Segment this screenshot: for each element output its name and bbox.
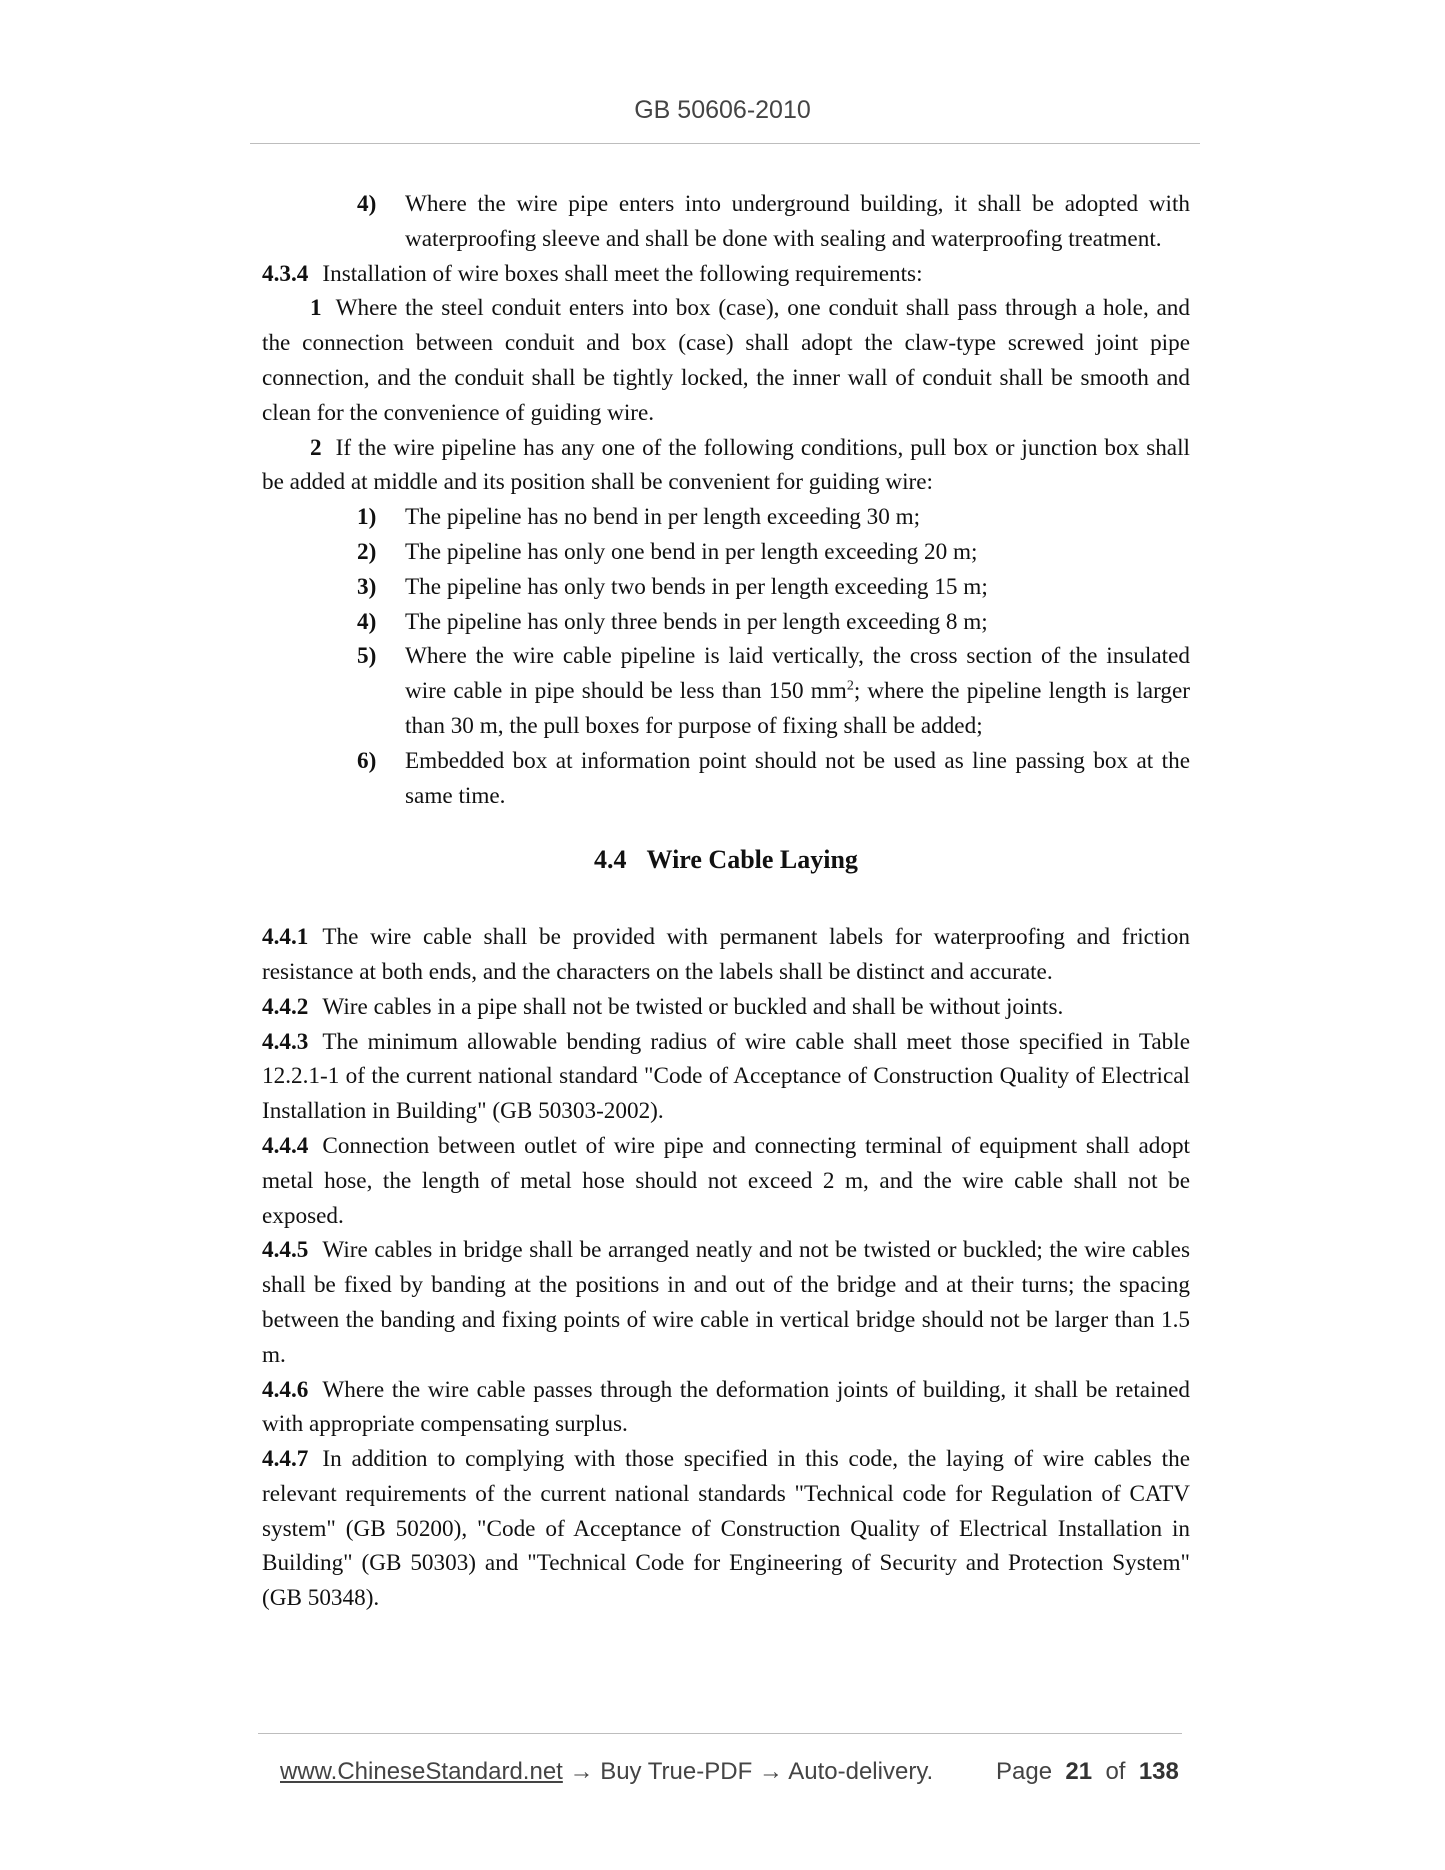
delivery-text: Auto-delivery. [788,1758,934,1785]
clause [262,990,1190,1025]
clause-text: The minimum allowable bending radius of wire cable shall meet those specified in Table 12.2.1-1 of the current national standard "Code of Acceptance of Construction Quality of Electrical Installation in Building" (GB 50303-2002). [262,1028,1190,1125]
clause-number: 4.4.1 [262,924,309,951]
buy-text: Buy True-PDF [600,1758,753,1785]
page-header: GB 50606-2010 [634,96,811,124]
clause [262,1373,1190,1443]
site-link[interactable]: www.ChineseStandard.net [280,1758,563,1785]
sub-item-text-b: ; where the pipeline length is larger than 30 m, the pull boxes for purpose of fixing shall be added; [405,678,1190,739]
sub-item [262,500,1190,535]
arrow-right-icon: → [758,1758,783,1785]
clause-text: Wire cables in a pipe shall not be twisted or buckled and shall be without joints. [322,993,1064,1020]
arrow-right-icon: → [569,1758,594,1785]
clause-text: Installation of wire boxes shall meet the following requirements: [322,260,923,287]
clause-text: Where the wire cable passes through the deformation joints of building, it shall be retained with appropriate compensating surplus. [262,1376,1190,1438]
sub-item-number: 3) [357,573,377,600]
page-body [262,187,1190,1616]
header-divider [250,143,1200,144]
clause-number: 4.4.2 [262,993,309,1020]
list-item-2 [262,431,1190,501]
page-number: 21 [1065,1758,1093,1785]
clause-number: 4.4.3 [262,1028,309,1055]
superscript: 2 [846,678,854,694]
sub-item-text: The pipeline has no bend in per length exceeding 30 m; [405,504,921,531]
footer-divider [258,1733,1182,1734]
item-text: Where the steel conduit enters into box (case), one conduit shall pass through a hole, and the connection between conduit and box (case) shall adopt the claw-type screwed joint pipe connection, and the conduit shall be tightly locked, the inner wall of conduit shall be smooth and clean for the convenience of guiding wire. [262,295,1190,426]
sub-item-text: Where the wire pipe enters into underground building, it shall be adopted with waterproofing sleeve and shall be done with sealing and waterproofing treatment. [405,191,1190,252]
clause-text: Connection between outlet of wire pipe and connecting terminal of equipment shall adopt metal hose, the length of metal hose should not exceed 2 m, and the wire cable shall not be exposed. [262,1132,1190,1229]
sub-item-6 [262,744,1190,814]
sub-item-number: 1) [357,504,377,531]
sub-item-number: 4) [357,191,377,217]
clause [262,1442,1190,1616]
page-footer [280,1758,1180,1786]
clause-number: 4.3.4 [262,260,309,287]
clause-text: Wire cables in bridge shall be arranged neatly and not be twisted or buckled; the wire cables shall be fixed by banding at the positions in and out of the bridge and at their turns; the spacing between the banding and fixing points of wire cable in vertical bridge should not be larger than 1.5 m. [262,1237,1190,1368]
clause-text: The wire cable shall be provided with permanent labels for waterproofing and friction resistance at both ends, and the characters on the labels shall be distinct and accurate. [262,924,1190,985]
sub-item-4 [262,187,1190,257]
section-title: Wire Cable Laying [646,845,858,875]
page-counter [996,1758,1179,1786]
list-item-1 [262,291,1190,430]
clause [262,1233,1190,1372]
sub-item-text-a: Where the wire cable pipeline is laid vertically, the cross section of the insulated wire cable in pipe should be less than 150 mm [405,643,1190,705]
sub-item-text: Embedded box at information point should not be used as line passing box at the same time. [405,747,1190,809]
clause-number: 4.4.4 [262,1132,309,1159]
sub-item-text: The pipeline has only three bends in per length exceeding 8 m; [405,608,988,635]
sub-item-number: 5) [357,643,377,670]
clause [262,920,1190,990]
sub-item [262,570,1190,605]
sub-item-number: 2) [357,538,377,565]
clause-number: 4.4.7 [262,1446,309,1473]
item-number: 2 [310,434,322,461]
sub-item-number: 4) [357,608,377,635]
clause [262,1129,1190,1233]
page-label: Page [996,1758,1053,1785]
sub-item-text: The pipeline has only one bend in per length exceeding 20 m; [405,538,978,565]
clause-number: 4.4.5 [262,1237,309,1264]
clause-number: 4.4.6 [262,1376,309,1403]
sub-item-number: 6) [357,747,377,774]
item-number: 1 [310,295,322,322]
sub-item [262,535,1190,570]
sub-item-5 [262,639,1190,743]
clause-text: In addition to complying with those specified in this code, the laying of wire cables the relevant requirements of the current national standards "Technical code for Regulation of CATV system" (GB 50200), "Code of Acceptance of Construction Quality of Electrical Installation in Building" (GB 50303) and "Technical Code for Engineering of Security and Protection System" (GB 50348). [262,1446,1190,1612]
section-number: 4.4 [594,845,627,875]
item-text: If the wire pipeline has any one of the following conditions, pull box or junction box shall be added at middle and its position shall be convenient for guiding wire: [262,434,1190,496]
total-pages: 138 [1138,1758,1179,1785]
sub-item [262,605,1190,640]
sub-item-text: The pipeline has only two bends in per length exceeding 15 m; [405,573,988,600]
clause-4-3-4 [262,257,1190,292]
section-heading [262,843,1190,878]
clause [262,1025,1190,1129]
of-label: of [1105,1758,1126,1785]
